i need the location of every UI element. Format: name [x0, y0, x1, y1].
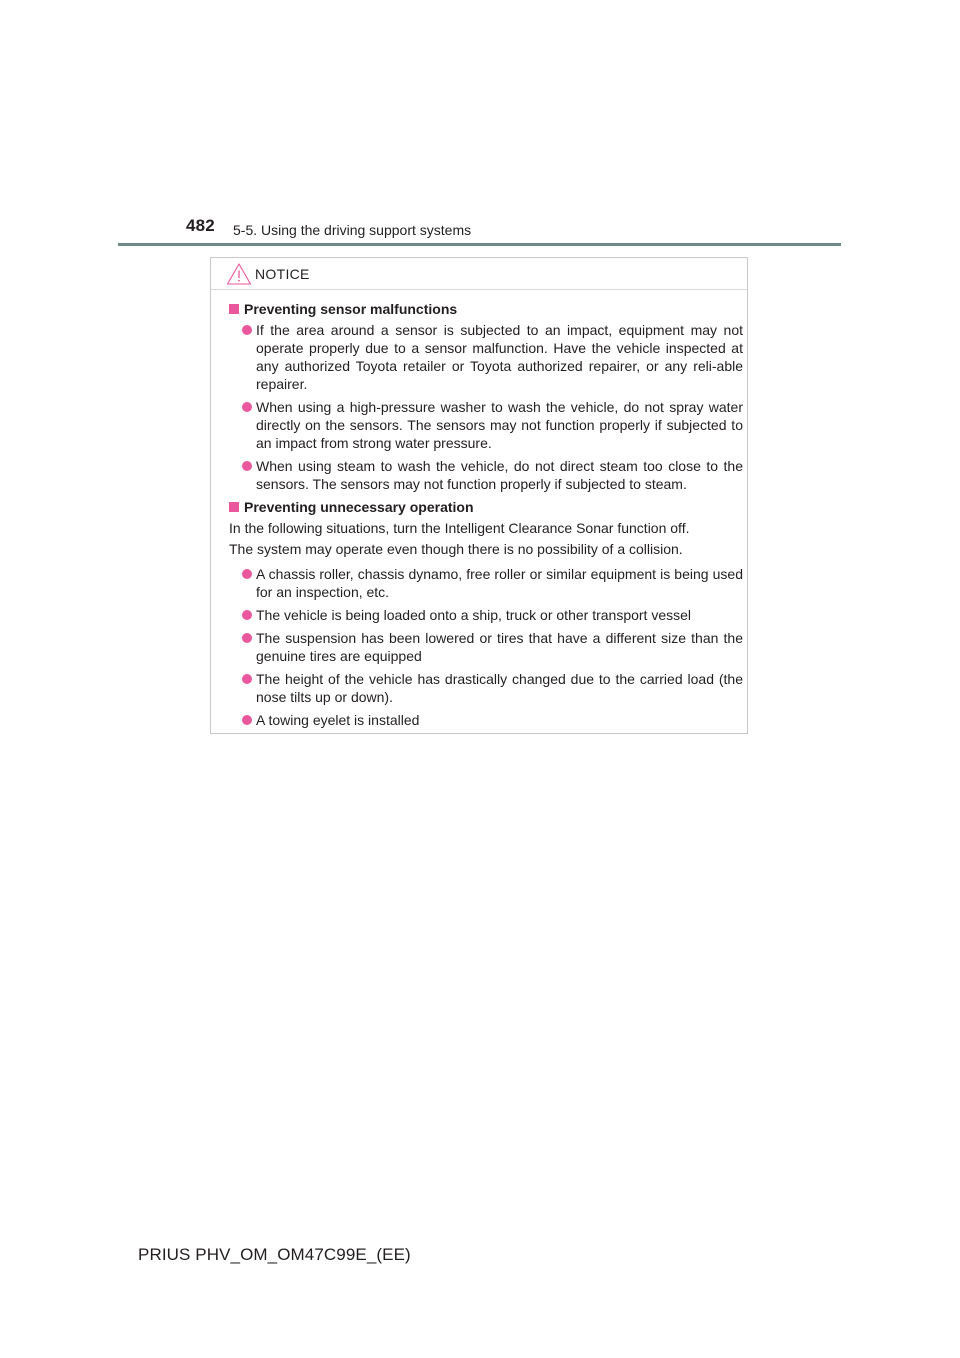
- list-item: [242, 606, 743, 624]
- document-id-footer: PRIUS PHV_OM_OM47C99E_(EE): [138, 1245, 411, 1264]
- square-bullet-icon: [229, 304, 239, 314]
- section-heading: [228, 498, 743, 516]
- list-item-text: A chassis roller, chassis dynamo, free roller or similar equipment is being used for an inspection, etc.: [256, 566, 743, 600]
- circle-bullet-icon: [242, 610, 252, 620]
- notice-label: NOTICE: [255, 266, 310, 282]
- list-item: [242, 629, 743, 665]
- section-title: 5-5. Using the driving support systems: [233, 222, 472, 238]
- warning-triangle-icon: [226, 262, 252, 291]
- section-heading-text: Preventing sensor malfunctions: [244, 301, 458, 317]
- list-item-text: The vehicle is being loaded onto a ship, truck or other transport vessel: [256, 607, 692, 623]
- page-number: 482: [186, 216, 215, 235]
- circle-bullet-icon: [242, 569, 252, 579]
- list-item-text: When using steam to wash the vehicle, do not direct steam too close to the sensors. The sensors may not function properly if subjected to steam.: [256, 458, 743, 492]
- paragraph: In the following situations, turn the Intelligent Clearance Sonar function off.: [229, 520, 690, 536]
- circle-bullet-icon: [242, 715, 252, 725]
- notice-box: [210, 257, 748, 734]
- circle-bullet-icon: [242, 633, 252, 643]
- circle-bullet-icon: [242, 674, 252, 684]
- list-item: [242, 565, 743, 601]
- section-heading: [228, 300, 743, 318]
- list-item: [242, 398, 743, 452]
- list-item: [242, 457, 743, 493]
- notice-body: [211, 290, 747, 729]
- paragraph: The system may operate even though there is no possibility of a collision.: [229, 541, 683, 557]
- square-bullet-icon: [229, 502, 239, 512]
- list-item: [242, 321, 743, 393]
- list-item-text: The height of the vehicle has drastically changed due to the carried load (the nose tilts up or down).: [256, 671, 743, 705]
- section-heading-text: Preventing unnecessary operation: [244, 499, 474, 515]
- circle-bullet-icon: [242, 402, 252, 412]
- list-item-text: When using a high-pressure washer to wash the vehicle, do not spray water directly on the sensors. The sensors may not function properly if subjected to an impact from strong water pressure.: [256, 399, 743, 451]
- list-item: [242, 670, 743, 706]
- notice-header: [211, 258, 747, 290]
- circle-bullet-icon: [242, 461, 252, 471]
- header-rule: [118, 243, 841, 246]
- list-item-text: If the area around a sensor is subjected to an impact, equipment may not operate properly due to a sensor malfunction. Have the vehicle inspected at any authorized Toyota retailer or Toyota authorized repairer, or any reli-able repairer.: [256, 322, 743, 392]
- list-item-text: A towing eyelet is installed: [256, 712, 420, 728]
- circle-bullet-icon: [242, 325, 252, 335]
- list-item-text: The suspension has been lowered or tires that have a different size than the genuine tires are equipped: [256, 630, 743, 664]
- list-item: [242, 711, 743, 729]
